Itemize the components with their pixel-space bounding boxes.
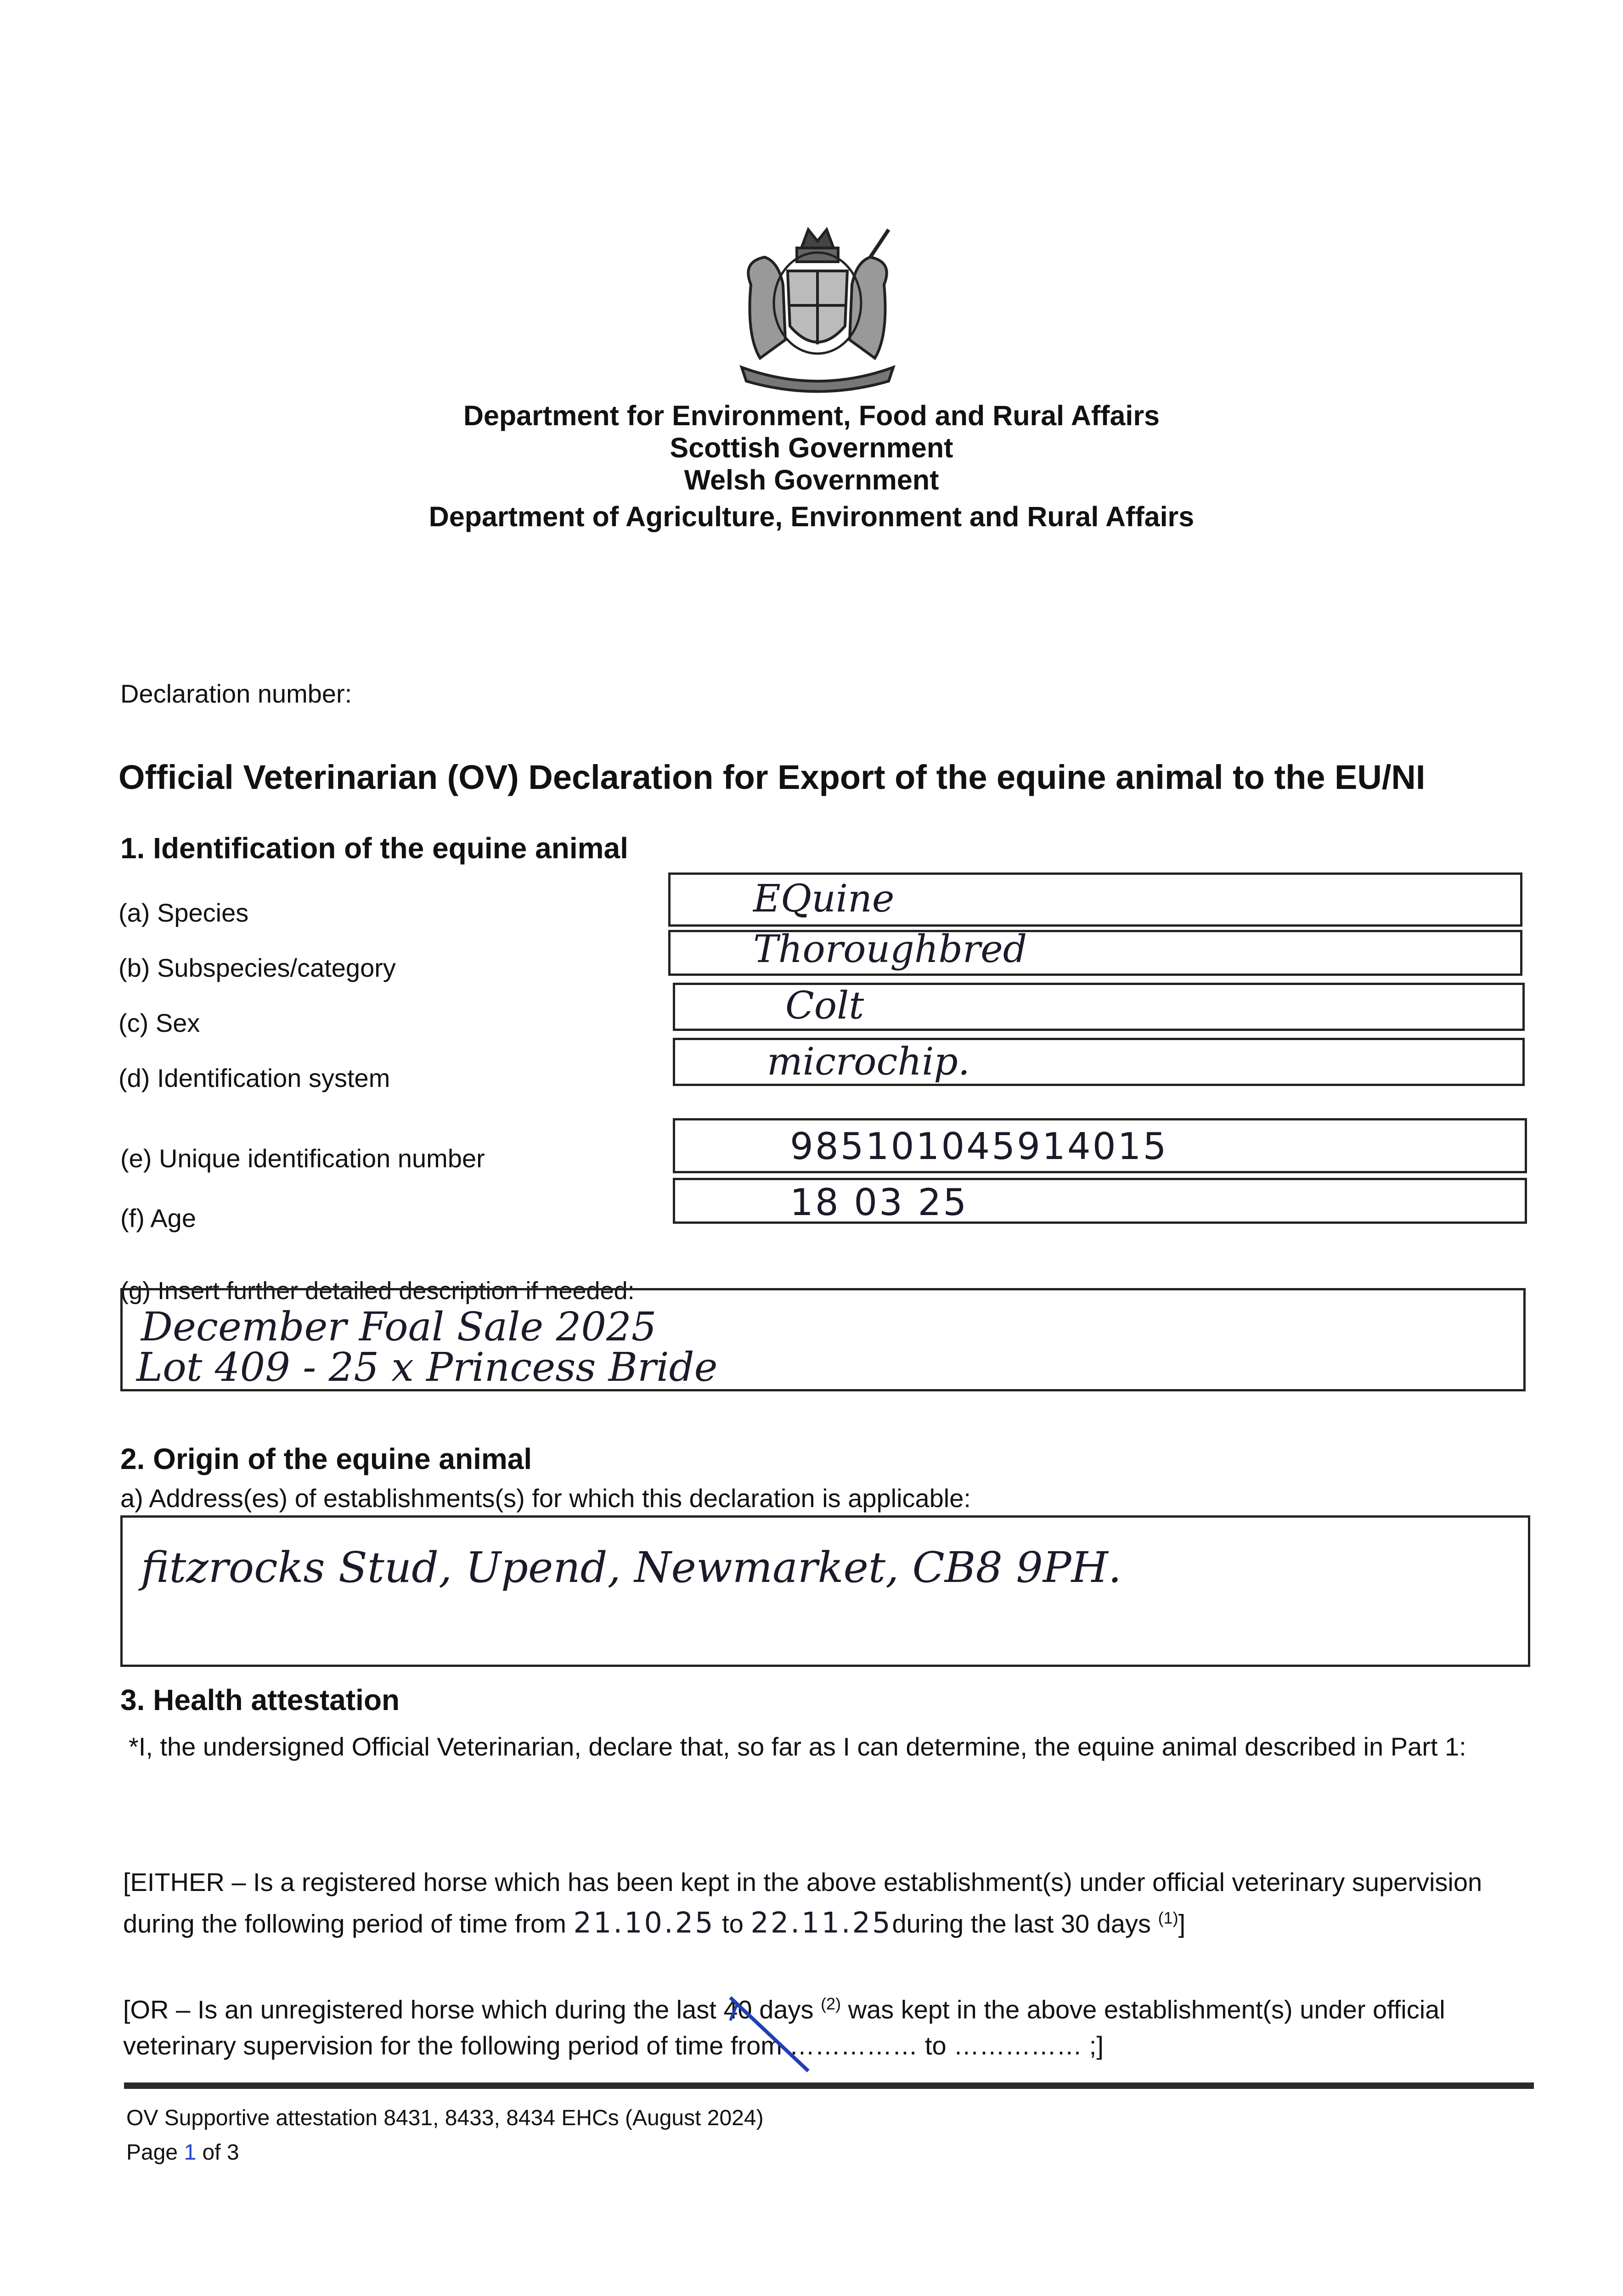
either-from-date: 21.10.25 bbox=[573, 1906, 715, 1940]
unique-id-value: 985101045914015 bbox=[790, 1125, 1168, 1168]
page-current: 1 bbox=[184, 2140, 197, 2165]
further-description-label: (g) Insert further detailed description if needed: bbox=[120, 1277, 635, 1305]
age-value: 18 03 25 bbox=[790, 1181, 969, 1224]
age-field[interactable] bbox=[673, 1178, 1527, 1224]
department-line-1: Department for Environment, Food and Rural Affairs bbox=[463, 400, 1160, 431]
identification-system-label: (d) Identification system bbox=[118, 1064, 390, 1092]
or-footnote-ref: (2) bbox=[821, 1994, 841, 2013]
footer-page-number bbox=[126, 2140, 239, 2165]
identification-system-field[interactable] bbox=[673, 1038, 1525, 1086]
either-to-word: to bbox=[722, 1909, 744, 1938]
further-description-line-1: December Foal Sale 2025 bbox=[141, 1304, 657, 1350]
either-paragraph bbox=[123, 1864, 1533, 1942]
address-value: fitzrocks Stud, Upend, Newmarket, CB8 9PH. bbox=[141, 1543, 1122, 1592]
sex-field[interactable] bbox=[673, 983, 1525, 1031]
or-text-1: [OR – Is an unregistered horse which during the last 40 days bbox=[123, 1995, 814, 2024]
or-paragraph bbox=[123, 1986, 1533, 2064]
sex-value: Colt bbox=[785, 984, 864, 1028]
species-value: EQuine bbox=[753, 877, 895, 921]
species-field[interactable] bbox=[668, 872, 1522, 927]
page-title: Official Veterinarian (OV) Declaration for Export of the equine animal to the EU/NI bbox=[118, 758, 1426, 796]
species-label: (a) Species bbox=[118, 898, 249, 927]
further-description-field[interactable] bbox=[120, 1288, 1526, 1391]
subspecies-label: (b) Subspecies/category bbox=[118, 953, 396, 982]
department-line-3: Welsh Government bbox=[684, 464, 939, 495]
subspecies-value: Thoroughbred bbox=[753, 928, 1027, 971]
department-line-4: Department of Agriculture, Environment and Rural Affairs bbox=[428, 501, 1195, 532]
section-3-heading: 3. Health attestation bbox=[120, 1683, 400, 1716]
declaration-number-label: Declaration number: bbox=[120, 679, 352, 708]
either-footnote-ref: (1) bbox=[1158, 1908, 1178, 1927]
either-text-1: [EITHER – Is a registered horse which has been kept in the above establishment(s) under official veterinary supervision during the following period of time from bbox=[123, 1868, 1482, 1938]
department-line-2: Scottish Government bbox=[670, 432, 953, 463]
subspecies-field[interactable] bbox=[668, 930, 1522, 976]
age-label: (f) Age bbox=[120, 1204, 196, 1232]
health-attestation-intro: *I, the undersigned Official Veterinarian, declare that, so far as I can determine, the equine animal described in Part 1: bbox=[129, 1732, 1466, 1761]
section-1-heading: 1. Identification of the equine animal bbox=[120, 832, 628, 865]
either-text-2: during the last 30 days bbox=[892, 1909, 1151, 1938]
royal-coat-of-arms-logo bbox=[723, 220, 912, 400]
unique-id-field[interactable] bbox=[673, 1118, 1527, 1173]
section-2-heading: 2. Origin of the equine animal bbox=[120, 1442, 532, 1475]
footer-reference: OV Supportive attestation 8431, 8433, 8434 EHCs (August 2024) bbox=[126, 2106, 764, 2130]
sex-label: (c) Sex bbox=[118, 1008, 200, 1037]
either-to-date: 22.11.25 bbox=[750, 1906, 892, 1940]
further-description-line-2: Lot 409 - 25 x Princess Bride bbox=[136, 1345, 718, 1390]
identification-system-value: microchip. bbox=[767, 1040, 970, 1084]
footer-divider bbox=[124, 2082, 1534, 2089]
address-field[interactable] bbox=[120, 1515, 1530, 1667]
either-end: ] bbox=[1178, 1909, 1186, 1938]
page-suffix: of 3 bbox=[202, 2140, 239, 2165]
unique-id-label: (e) Unique identification number bbox=[120, 1144, 485, 1173]
strike-through-mark bbox=[716, 1988, 827, 2080]
or-text-2: was kept in the above establishment(s) under official veterinary supervision for the following period of time from …………… to …………… ;] bbox=[123, 1995, 1445, 2060]
address-label: a) Address(es) of establishments(s) for which this declaration is applicable: bbox=[120, 1484, 971, 1513]
page-prefix: Page bbox=[126, 2140, 178, 2165]
